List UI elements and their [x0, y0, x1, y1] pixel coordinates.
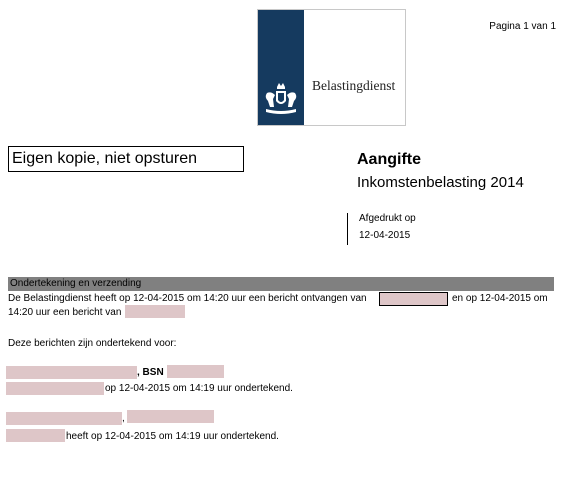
redacted-sender-1 — [379, 292, 448, 306]
signed-intro: Deze berichten zijn ondertekend voor: — [8, 338, 177, 349]
document-title: Aangifte — [357, 151, 421, 168]
section-header: Ondertekening en verzending — [8, 277, 554, 291]
print-info-divider — [347, 213, 348, 245]
redacted-signer-1-name — [6, 366, 137, 379]
redacted-signer-1-role — [6, 382, 104, 395]
redacted-signer-2-role — [6, 429, 65, 442]
printed-label: Afgedrukt op — [359, 213, 416, 224]
page-number: Pagina 1 van 1 — [489, 21, 556, 32]
receipt-line-1-suffix: en op 12-04-2015 om — [452, 293, 548, 304]
printed-date: 12-04-2015 — [359, 230, 411, 241]
belastingdienst-logo — [257, 9, 406, 126]
document-subtitle: Inkomstenbelasting 2014 — [357, 174, 524, 191]
redacted-sender-2 — [125, 305, 185, 318]
signer-2-comma: , — [122, 413, 125, 424]
bsn-label: , BSN — [137, 367, 164, 378]
logo-wordmark: Belastingdienst — [312, 78, 396, 93]
receipt-line-1-text: De Belastingdienst heeft op 12-04-2015 om 14:20 uur een bericht ontvangen van — [8, 293, 367, 304]
signer-1-statement: op 12-04-2015 om 14:19 uur ondertekend. — [105, 383, 293, 394]
receipt-line-2-text: 14:20 uur een bericht van — [8, 307, 122, 318]
logo-blue-band — [258, 10, 304, 125]
redacted-bsn — [167, 365, 224, 378]
signer-2-statement: heeft op 12-04-2015 om 14:19 uur ondertekend. — [66, 431, 279, 442]
royal-crest-icon — [262, 81, 300, 117]
copy-notice-box: Eigen kopie, niet opsturen — [8, 146, 244, 172]
redacted-signer-2-name — [6, 412, 122, 425]
redacted-signer-2-detail — [127, 410, 214, 423]
